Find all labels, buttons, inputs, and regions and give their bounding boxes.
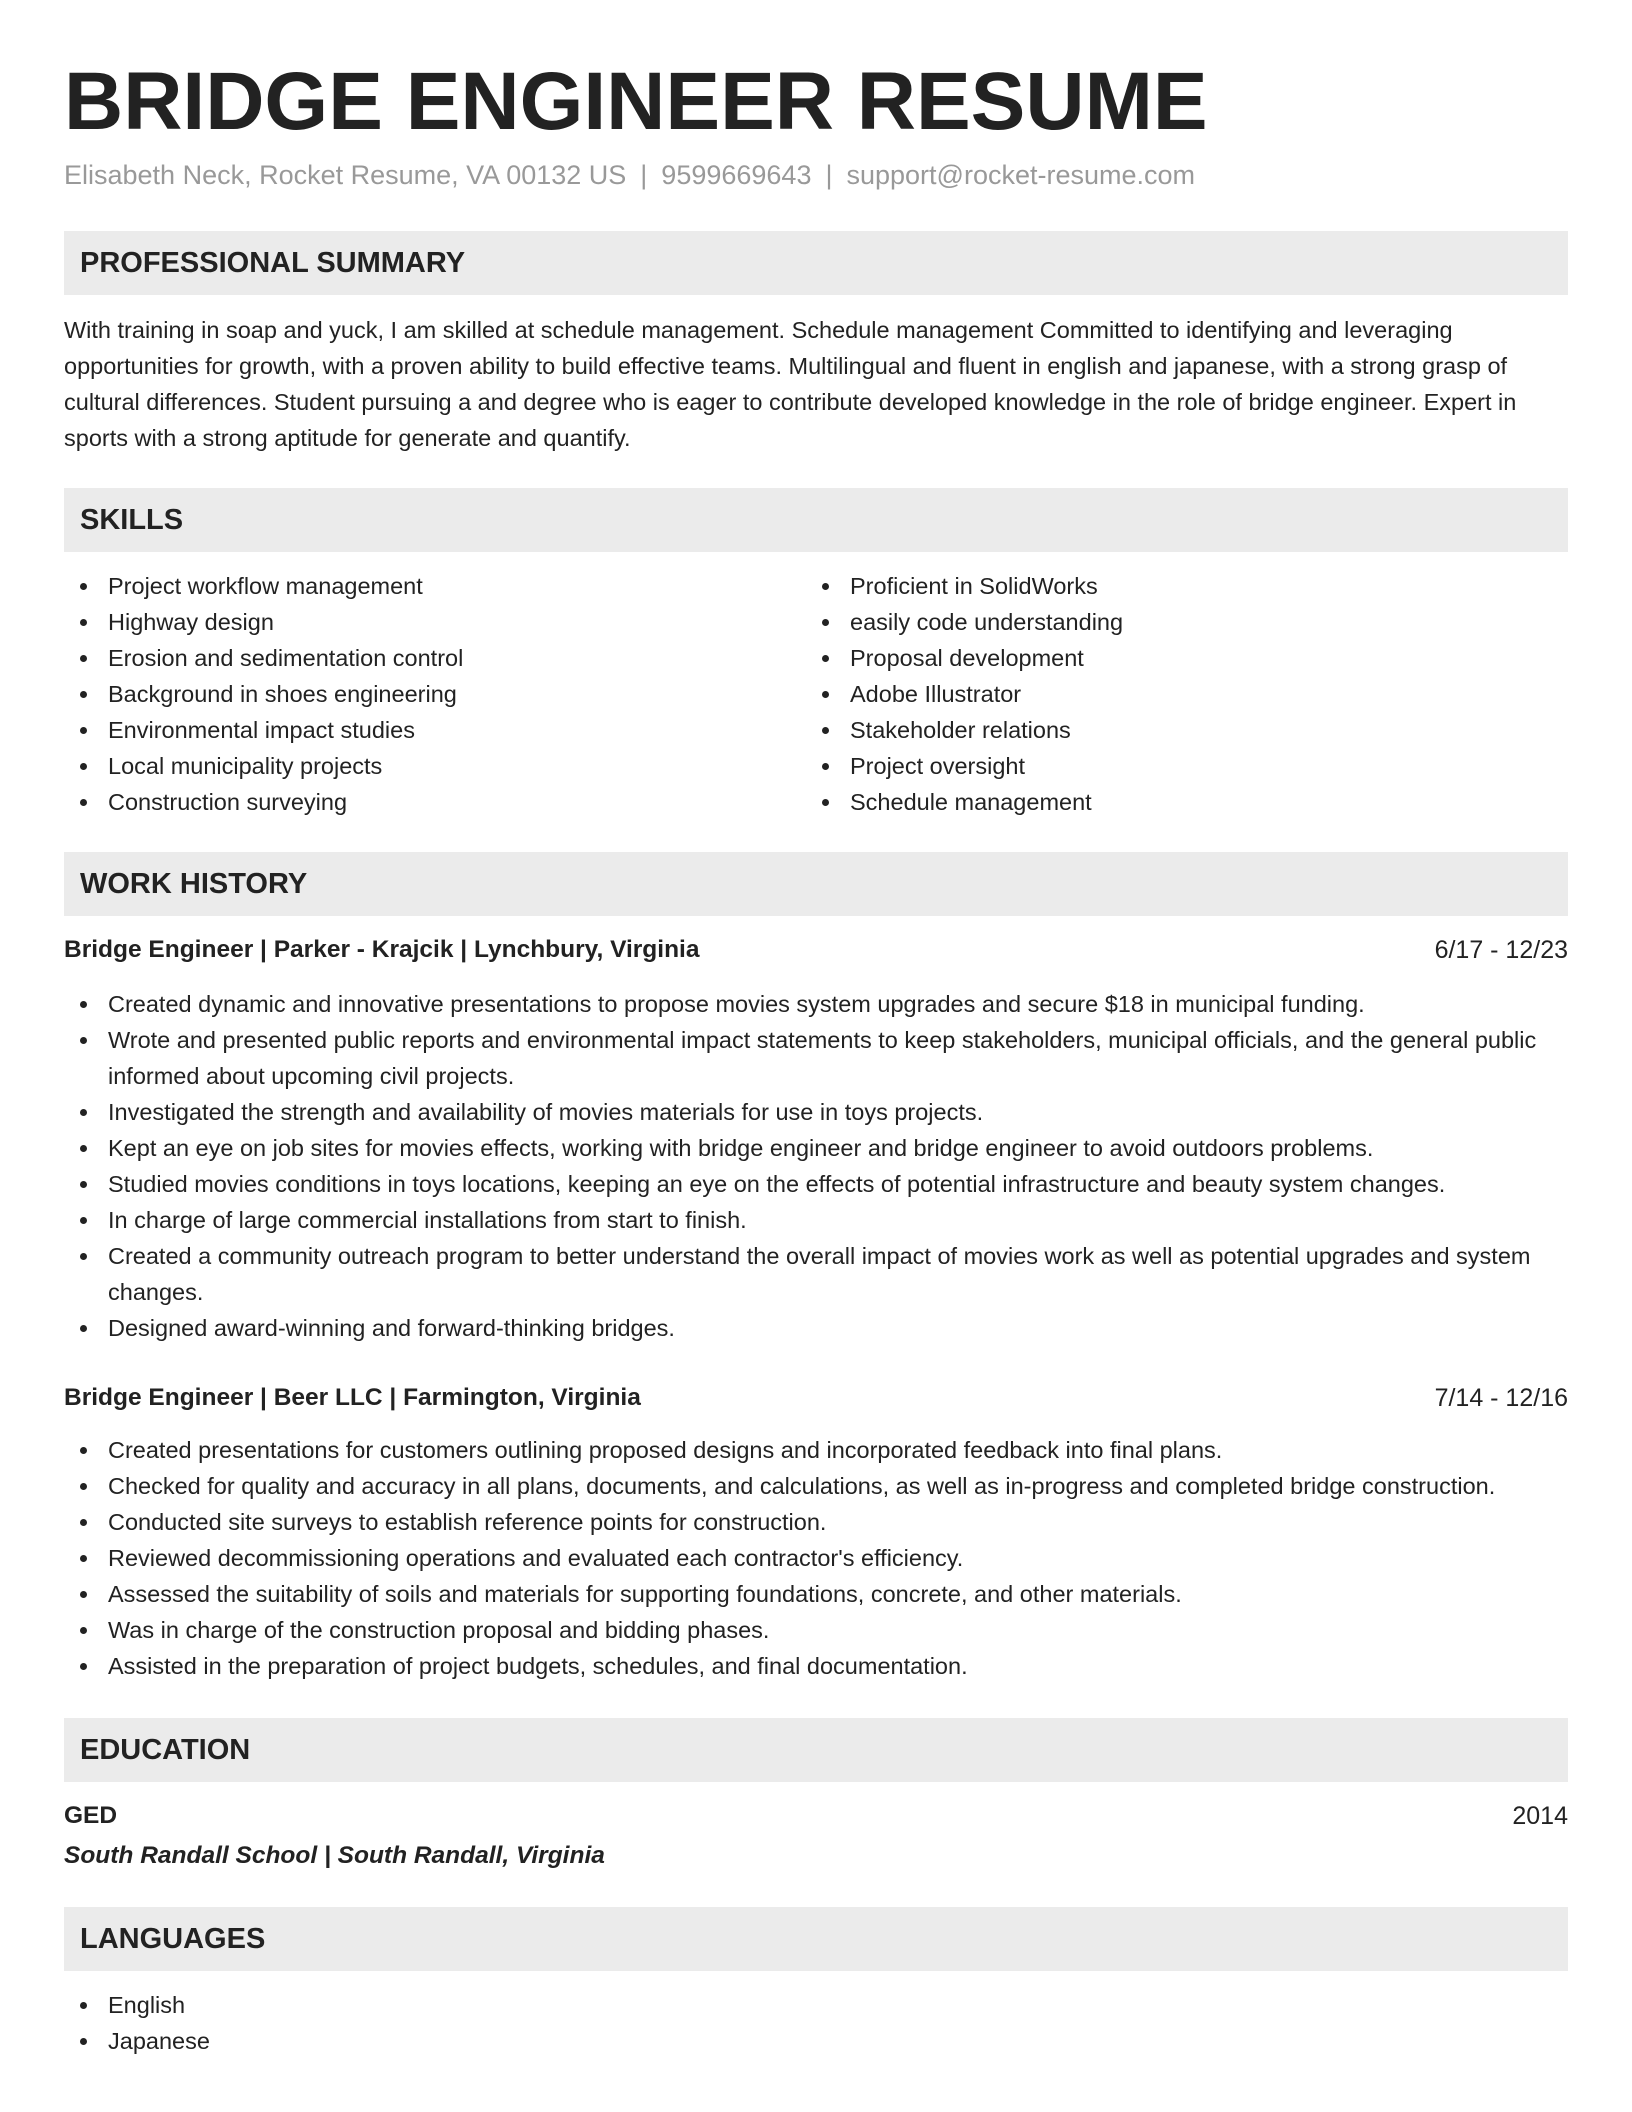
skill-item: Proficient in SolidWorks: [806, 568, 1548, 604]
contact-line: [64, 158, 1568, 192]
job-title: Bridge Engineer | Beer LLC | Farmington, Virginia: [64, 1384, 641, 1411]
education-year: 2014: [1512, 1802, 1568, 1830]
resume-title: BRIDGE ENGINEER RESUME: [64, 56, 1208, 147]
skill-item: Adobe Illustrator: [806, 676, 1548, 712]
education-school: South Randall School | South Randall, Virginia: [64, 1842, 605, 1869]
section-heading-summary: PROFESSIONAL SUMMARY: [64, 231, 1568, 295]
skill-item: Project workflow management: [64, 568, 806, 604]
job-bullets: [64, 1432, 1568, 1684]
job-bullet: Studied movies conditions in toys locations, keeping an eye on the effects of potential infrastructure and beauty system changes.: [64, 1166, 1568, 1202]
skills-list-left: [64, 568, 806, 820]
section-heading-work: WORK HISTORY: [64, 852, 1568, 916]
job-dates: 7/14 - 12/16: [1434, 1384, 1568, 1412]
job-entry: [64, 1380, 1568, 1684]
language-item: Japanese: [64, 2023, 1568, 2059]
summary-text: With training in soap and yuck, I am skilled at schedule management. Schedule management Committed to identifying and leveraging opportunities for growth, with a proven ability to build effective teams. Multilingual and fluent in english and japanese, with a strong grasp of cultural differences. Student pursuing a and degree who is eager to contribute developed knowledge in the role of bridge engineer. Expert in sports with a strong aptitude for generate and quantify.: [64, 317, 1517, 451]
languages-list: [64, 1987, 1568, 2059]
job-entry: [64, 932, 1568, 1346]
job-bullet: Investigated the strength and availability of movies materials for use in toys projects.: [64, 1094, 1568, 1130]
skill-item: Schedule management: [806, 784, 1548, 820]
job-bullet: Assisted in the preparation of project budgets, schedules, and final documentation.: [64, 1648, 1568, 1684]
contact-separator: |: [825, 160, 833, 190]
skill-item: Construction surveying: [64, 784, 806, 820]
skill-item: Highway design: [64, 604, 806, 640]
job-bullet: In charge of large commercial installations from start to finish.: [64, 1202, 1568, 1238]
section-heading-education: EDUCATION: [64, 1718, 1568, 1782]
contact-email: support@rocket-resume.com: [846, 160, 1196, 190]
section-heading-skills: SKILLS: [64, 488, 1568, 552]
job-dates: 6/17 - 12/23: [1434, 936, 1568, 964]
job-bullet: Conducted site surveys to establish reference points for construction.: [64, 1504, 1568, 1540]
contact-phone: 9599669643: [661, 160, 812, 190]
section-heading-languages: LANGUAGES: [64, 1907, 1568, 1971]
job-bullet: Kept an eye on job sites for movies effects, working with bridge engineer and bridge engineer to avoid outdoors problems.: [64, 1130, 1568, 1166]
language-item: English: [64, 1987, 1568, 2023]
education-degree: GED: [64, 1802, 118, 1829]
contact-separator: |: [640, 160, 648, 190]
job-bullet: Designed award-winning and forward-thinking bridges.: [64, 1310, 1568, 1346]
skill-item: Proposal development: [806, 640, 1548, 676]
job-title: Bridge Engineer | Parker - Krajcik | Lynchbury, Virginia: [64, 936, 700, 963]
education-header: [64, 1798, 1568, 1834]
job-header: [64, 1380, 1568, 1416]
skill-item: Environmental impact studies: [64, 712, 806, 748]
skill-item: Local municipality projects: [64, 748, 806, 784]
contact-address: Elisabeth Neck, Rocket Resume, VA 00132 US: [64, 160, 627, 190]
job-bullet: Reviewed decommissioning operations and evaluated each contractor's efficiency.: [64, 1540, 1568, 1576]
resume-page: [64, 0, 1568, 2059]
job-bullet: Created a community outreach program to better understand the overall impact of movies work as well as potential upgrades and system changes.: [64, 1238, 1568, 1310]
job-bullet: Checked for quality and accuracy in all plans, documents, and calculations, as well as in-progress and completed bridge construction.: [64, 1468, 1568, 1504]
skill-item: Background in shoes engineering: [64, 676, 806, 712]
job-bullet: Assessed the suitability of soils and materials for supporting foundations, concrete, and other materials.: [64, 1576, 1568, 1612]
job-bullet: Wrote and presented public reports and environmental impact statements to keep stakeholders, municipal officials, and the general public informed about upcoming civil projects.: [64, 1022, 1568, 1094]
skill-item: Erosion and sedimentation control: [64, 640, 806, 676]
skills-list-right: [806, 568, 1548, 820]
skill-item: easily code understanding: [806, 604, 1548, 640]
job-header: [64, 932, 1568, 968]
job-bullet: Created presentations for customers outlining proposed designs and incorporated feedback into final plans.: [64, 1432, 1568, 1468]
job-bullet: Was in charge of the construction proposal and bidding phases.: [64, 1612, 1568, 1648]
skill-item: Project oversight: [806, 748, 1548, 784]
skill-item: Stakeholder relations: [806, 712, 1548, 748]
skills-grid: [64, 568, 1568, 820]
job-bullets: [64, 986, 1568, 1346]
job-bullet: Created dynamic and innovative presentations to propose movies system upgrades and secure $18 in municipal funding.: [64, 986, 1568, 1022]
